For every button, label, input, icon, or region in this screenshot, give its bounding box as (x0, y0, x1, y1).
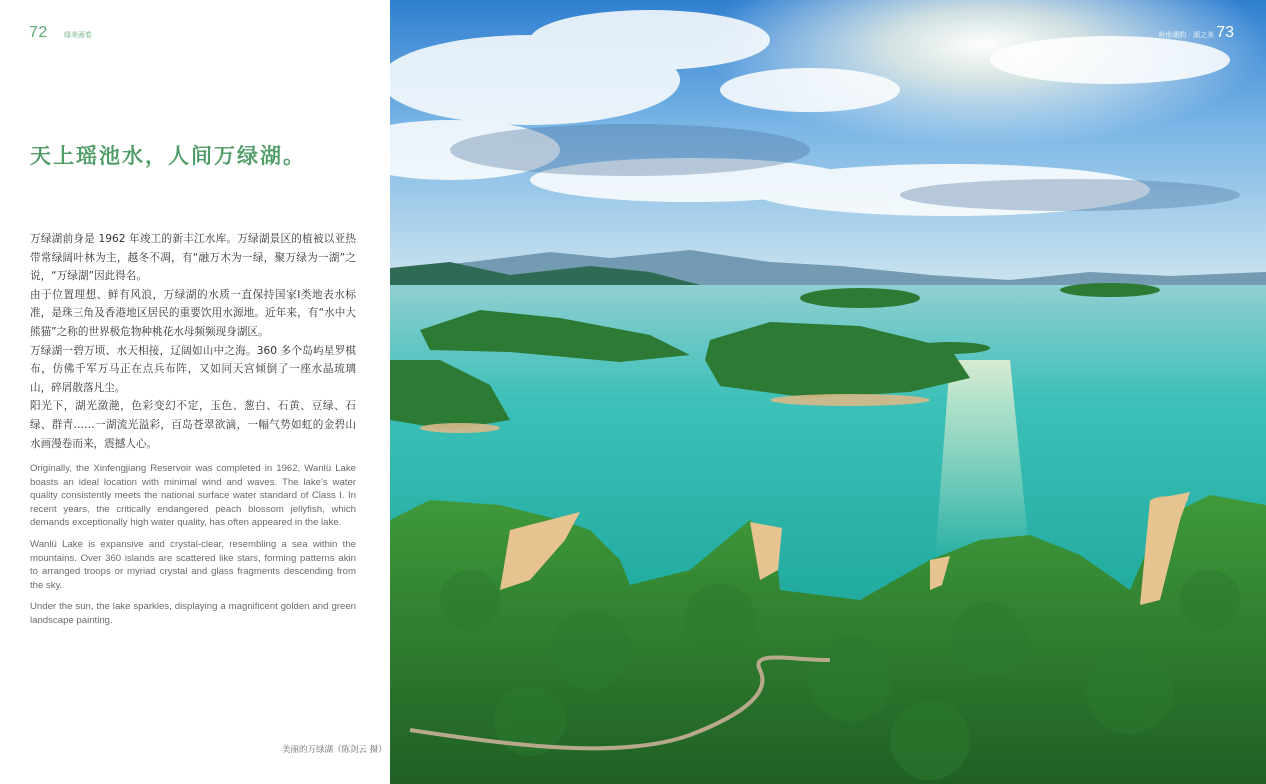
en-paragraph: Under the sun, the lake sparkles, displaying a magnificent golden and green landscape painting. (30, 601, 356, 626)
page-number-right: 73 (1216, 24, 1234, 41)
english-body-text (30, 462, 356, 636)
chinese-body-text (30, 230, 356, 453)
section-label-left: 绿美画卷 (64, 31, 92, 39)
left-page (0, 0, 390, 784)
zh-paragraph: 万绿湖前身是 1962 年竣工的新丰江水库。万绿湖景区的植被以亚热带常绿阔叶林为主，越冬不凋，有“融万木为一绿，聚万绿为一湖”之说，“万绿湖”因此得名。 (30, 233, 356, 283)
zh-paragraph: 阳光下，湖光潋滟，色彩变幻不定，玉色、葱白、石黄、豆绿、石绿、群青……一湖流光溢彩，百岛苍翠欲滴，一幅气势如虹的金碧山水画漫卷而来，震撼人心。 (30, 400, 356, 450)
photo-caption: 美丽的万绿湖（陈剑云 摄） (282, 745, 387, 755)
en-paragraph: Wanlü Lake is expansive and crystal-clear, resembling a sea within the mountains. Over 360 islands are scattered like stars, forming patterns akin to arranged troops or myriad crystal and glass fragments descending from the sky. (30, 538, 356, 591)
lake-landscape-photo (390, 0, 1266, 784)
en-paragraph: Originally, the Xinfengjiang Reservoir was completed in 1962, Wanlü Lake boasts an ideal location with minimal wind and waves. The lake's water quality consistently meets the national surface water standard of Class I. In recent years, the critically endangered peach blossom jellyfish, which demands exceptionally high water quality, has often appeared in the lake. (30, 463, 356, 529)
zh-paragraph: 万绿湖一碧万顷、水天相接，辽阔如山中之海。360 多个岛屿星罗棋布，仿佛千军万马正在点兵布阵，又如同天宫倾倒了一座水晶琉璃山，碎屑散落凡尘。 (30, 344, 356, 394)
page-number-left: 72 (29, 24, 48, 41)
section-label-right: 岭南潮韵 · 湖之美 (1158, 31, 1214, 39)
zh-paragraph: 由于位置理想、鲜有风浪，万绿湖的水质一直保持国家Ⅰ类地表水标准，是珠三角及香港地区居民的重要饮用水源地。近年来，有“水中大熊猫”之称的世界极危物种桃花水母频频现身湖区。 (30, 288, 356, 338)
page-headline: 天上瑶池水，人间万绿湖。 (30, 144, 306, 168)
